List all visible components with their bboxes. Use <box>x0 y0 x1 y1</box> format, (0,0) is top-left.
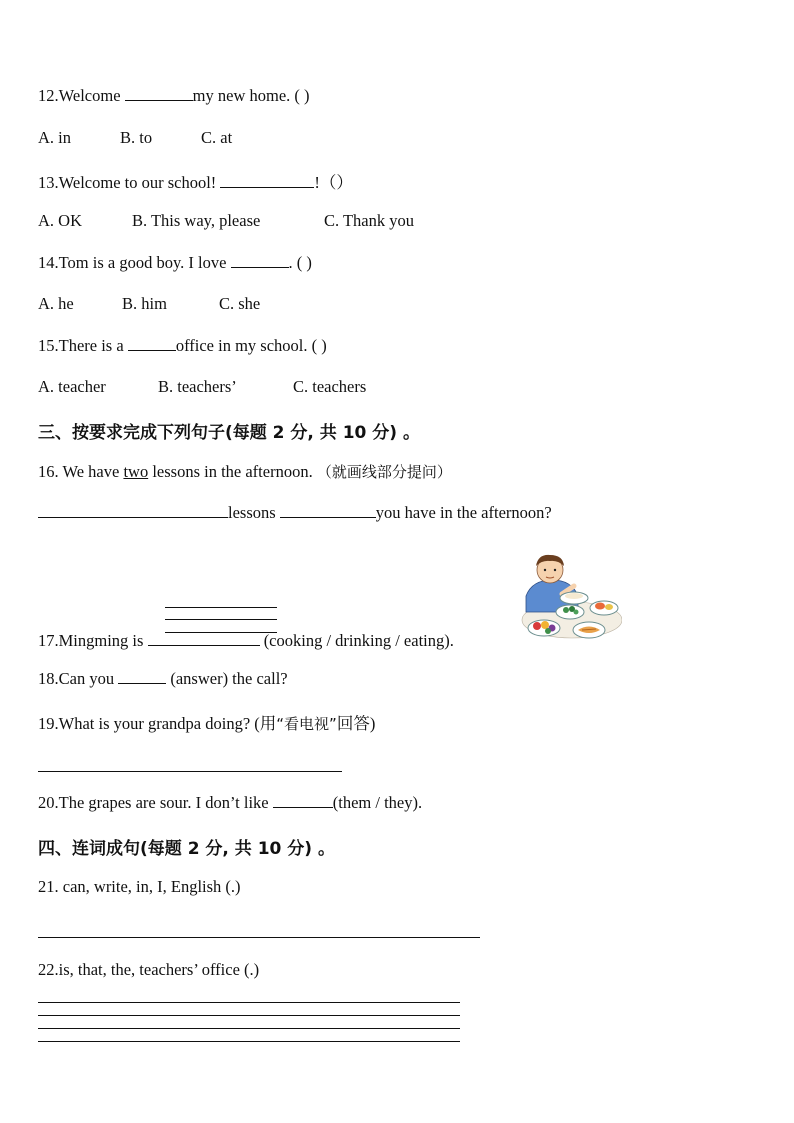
instruction-note: （就画线部分提问） <box>316 463 452 481</box>
option-b: B. to <box>120 128 153 147</box>
question-19: 19.What is your grandpa doing? (用“看电视”回答) <box>38 714 376 733</box>
question-17: 17.Mingming is (cooking / drinking / eating). <box>38 631 454 650</box>
question-14: 14.Tom is a good boy. I love . ( ) <box>38 253 312 272</box>
question-20: 20.The grapes are sour. I don’t like (them / they). <box>38 793 423 812</box>
option-c: C. at <box>201 128 233 147</box>
answer-blank[interactable] <box>231 253 289 268</box>
answer-blank[interactable] <box>128 336 176 351</box>
option-b: B. teachers’ <box>158 377 237 396</box>
answer-line[interactable] <box>38 1015 460 1016</box>
answer-blank[interactable] <box>280 503 376 518</box>
option-c: C. she <box>219 294 261 313</box>
answer-line[interactable] <box>38 937 480 938</box>
question-16: 16. We have two lessons in the afternoon. （就画线部分提问） <box>38 462 452 481</box>
underlined-word: two <box>123 462 149 481</box>
answer-line[interactable] <box>165 619 277 620</box>
answer-line[interactable] <box>38 1028 460 1029</box>
question-21: 21. can, write, in, I, English (.) <box>38 877 241 896</box>
option-a: A. in <box>38 128 71 147</box>
option-a: A. he <box>38 294 74 313</box>
question-15: 15.There is a office in my school. ( ) <box>38 336 327 355</box>
answer-blank[interactable] <box>220 173 314 188</box>
option-c: C. teachers <box>293 377 367 396</box>
question-18: 18.Can you (answer) the call? <box>38 669 288 688</box>
option-a: A. OK <box>38 211 82 230</box>
question-16-answer: lessons you have in the afternoon? <box>38 503 552 523</box>
answer-blank[interactable] <box>38 503 228 518</box>
boy-eating-illustration <box>514 550 622 642</box>
section-heading-4: 四、连词成句(每题 2 分, 共 10 分) 。 <box>38 839 335 859</box>
question-13: 13.Welcome to our school! !（） <box>38 173 353 192</box>
answer-line[interactable] <box>38 1002 460 1003</box>
option-c: C. Thank you <box>324 211 414 230</box>
option-b: B. This way, please <box>132 211 261 230</box>
answer-line[interactable] <box>165 607 277 608</box>
section-heading-3: 三、按要求完成下列句子(每题 2 分, 共 10 分) 。 <box>38 423 420 443</box>
answer-blank[interactable] <box>118 669 166 684</box>
question-22: 22.is, that, the, teachers’ office (.) <box>38 960 260 979</box>
answer-blank[interactable] <box>125 86 193 101</box>
answer-line[interactable] <box>38 1041 460 1042</box>
question-12: 12.Welcome my new home. ( ) <box>38 86 310 105</box>
answer-blank[interactable] <box>148 631 260 646</box>
option-b: B. him <box>122 294 167 313</box>
option-a: A. teacher <box>38 377 106 396</box>
answer-line[interactable] <box>38 771 342 772</box>
answer-blank[interactable] <box>273 793 333 808</box>
